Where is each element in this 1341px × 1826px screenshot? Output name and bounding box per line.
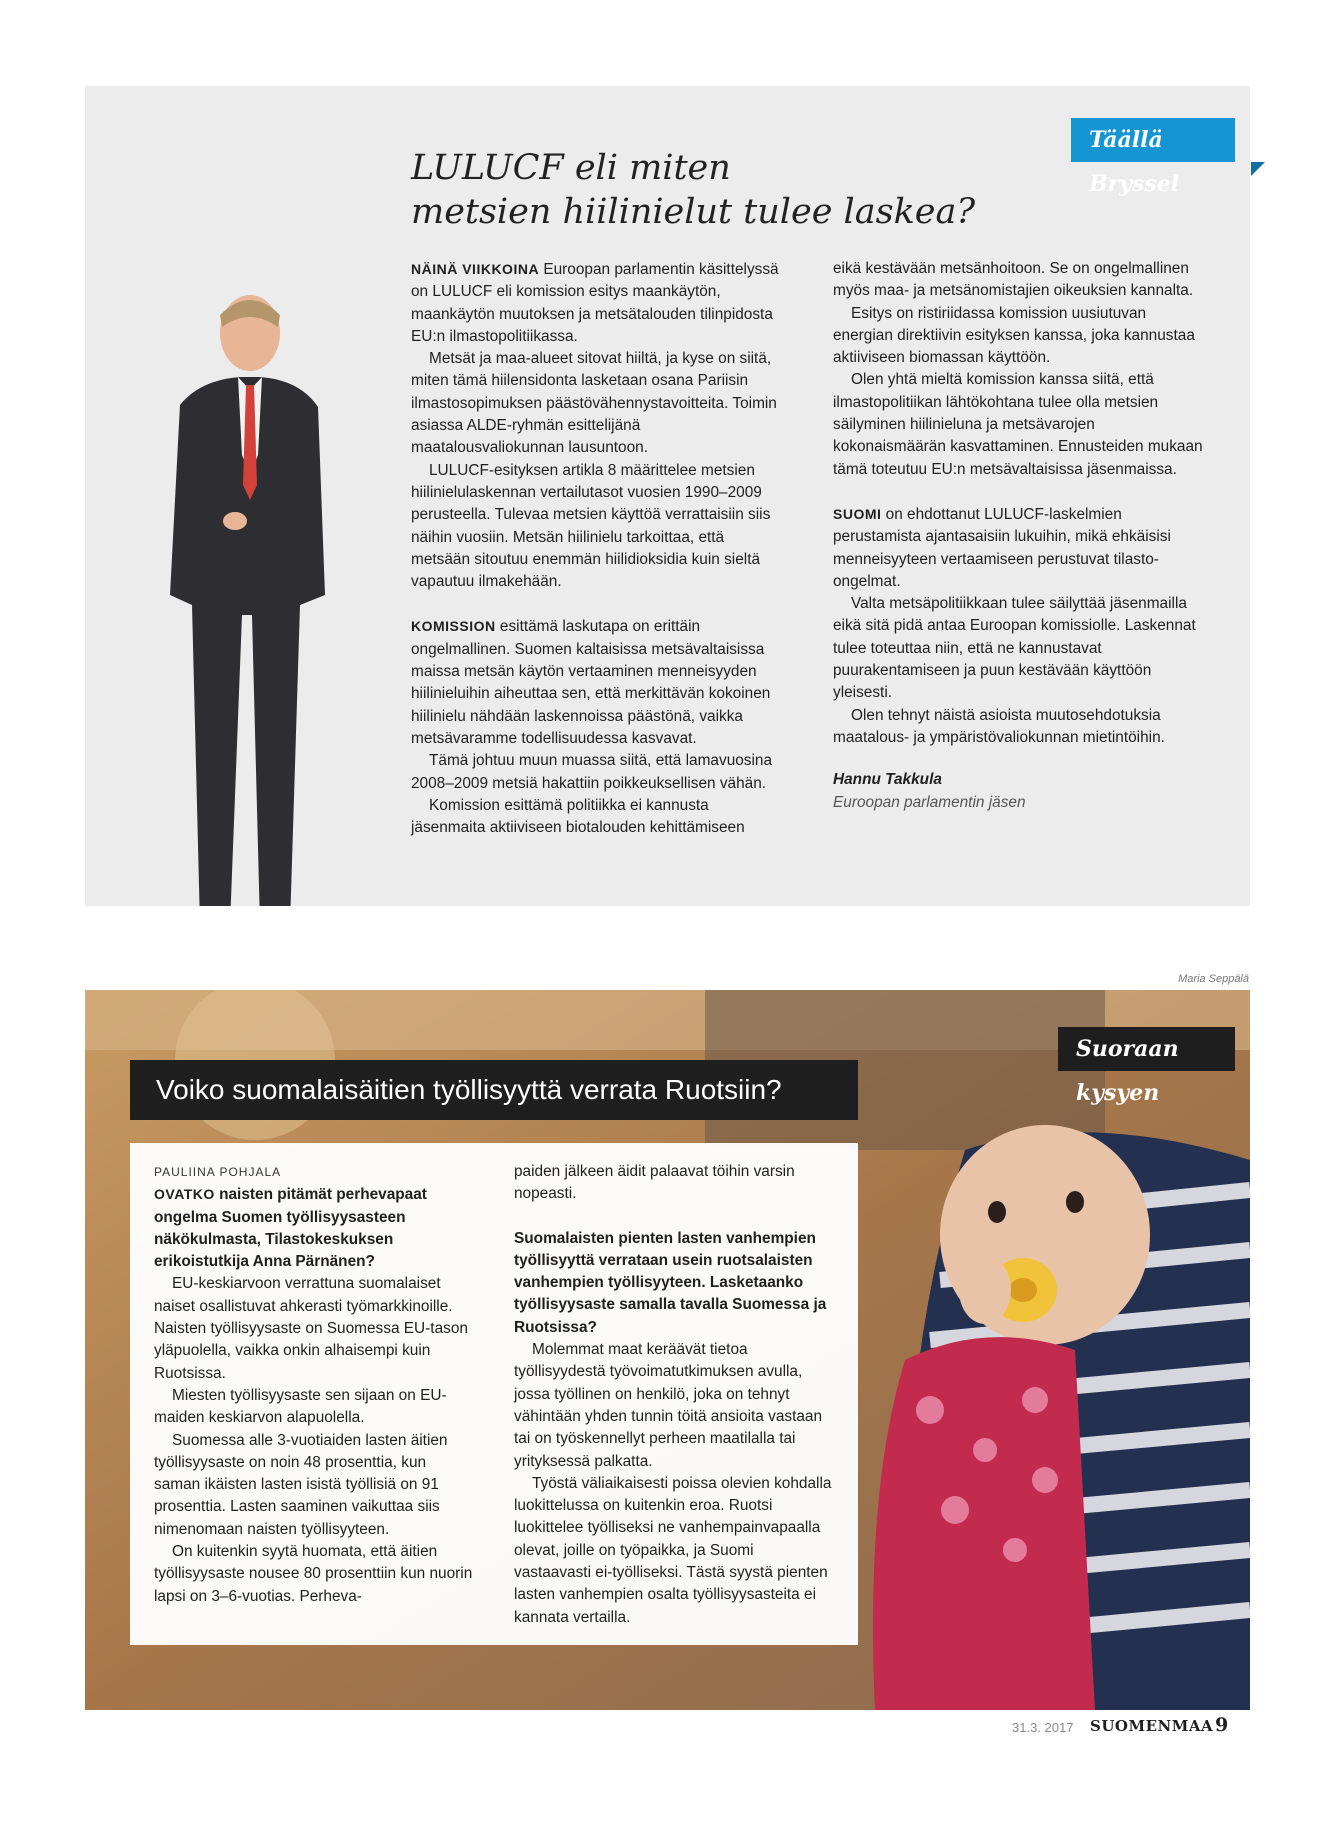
headline-line-1: LULUCF eli miten [411, 148, 731, 188]
question [154, 1183, 476, 1273]
paragraph: Esitys on ristiriidassa komission uusiutuvan energian direktiivin esityksen kanssa, joka kannustaa aktiiviseen biomassan käyttöön. [833, 304, 1195, 367]
interview-box [130, 1143, 858, 1645]
byline: PAULIINA POHJALA [154, 1165, 282, 1179]
page-number: 9 [1215, 1714, 1229, 1736]
paragraph: Työstä väliaikaisesti poissa olevien kohdalla luokittelussa on kuitenkin eroa. Ruotsi luokittelee työlliseksi ne vanhempainvapaalla olevat, joille on työpaikka, ja Suomi vastaavasti ei-työlliseksi. Tästä syystä pienten lasten vanhempien osalta työllisyysasteita ei kannata vertailla. [514, 1474, 832, 1626]
footer-date: 31.3. 2017 [1012, 1720, 1074, 1735]
paragraph: eikä kestävään metsänhoitoon. Se on ongelmallinen myös maa- ja metsänomistajien oikeuksien kannalta. [833, 260, 1194, 300]
headline-top [411, 146, 975, 234]
top-article-col-1 [411, 258, 785, 839]
section-tag-taalla-bryssel: Täällä Bryssel [1071, 118, 1235, 162]
interview-col-1 [154, 1161, 476, 1608]
photo-credit: Maria Seppälä [1178, 973, 1249, 985]
question-text: naisten pitämät perhevapaat ongelma Suomen työllisyysasteen näkökulmasta, Tilastokeskuksen erikoistutkija Anna Pärnänen? [154, 1186, 427, 1271]
headline-line-2: metsien hiilinielut tulee laskea? [411, 192, 976, 232]
top-article-col-2 [833, 258, 1207, 814]
section-tag-suoraan-kysyen: Suoraan kysyen [1058, 1027, 1235, 1071]
tag-fold-shape [1251, 162, 1265, 176]
paragraph: Komission esittämä politiikka ei kannusta jäsenmaita aktiiviseen biotalouden kehittämiseen [411, 796, 745, 837]
paragraph: LULUCF-esityksen artikla 8 määrittelee metsien hiilinielulaskennan vertailutasot vuosien 1990–2009 perusteella. Tulevaa metsien käyttöä verrattaisiin siis näihin vuosiin. Metsän hiilinielu tarkoittaa, että metsään sitoutuu enemmän hiilidioksidia kuin sieltä vapautuu ilmakehään. [411, 461, 771, 591]
signature-role: Euroopan parlamentin jäsen [833, 793, 1026, 811]
paragraph: Valta metsäpolitiikkaan tulee säilyttää jäsenmailla eikä sitä pidä antaa Euroopan komissiolle. Laskennat tulee toteuttaa niin, että ne kannustavat puurakentamiseen ja puun kestävään käyttöön yleisesti. [833, 595, 1196, 702]
lead-word: SUOMI [833, 505, 882, 522]
paragraph: EU-keskiarvoon verrattuna suomalaiset naiset osallistuvat ahkerasti työmarkkinoille. Naisten työllisyysaste on Suomessa EU-tason yläpuolella, vaikka onkin alhaisempi kuin Ruotsissa. [154, 1275, 468, 1382]
paragraph: Olen tehnyt näistä asioista muutosehdotuksia maatalous- ja ympäristövaliokunnan mietintöihin. [833, 706, 1165, 746]
paragraph-text: esittämä laskutapa on erittäin ongelmallinen. Suomen kaltaisissa metsävaltaisissa maissa metsän käytön vertaaminen menneisyyden hiilinieluihin aiheuttaa sen, että merkittävän kokoinen hiilinielu nähdään laskennoissa päästönä, vaikka metsävaramme todellisuudessa kasvavat. [411, 618, 771, 747]
paragraph [411, 258, 785, 348]
interview-col-2 [514, 1161, 832, 1629]
lead-word: KOMISSION [411, 618, 496, 635]
paragraph-text: on ehdottanut LULUCF-laskelmien perustamista ajantasaisiin lukuihin, mikä ehkäisisi menneisyyteen vertaamiseen perustuvat tilasto-ongelmat. [833, 505, 1171, 590]
paragraph: Molemmat maat keräävät tietoa työllisyydestä työvoimatutkimuksen avulla, jossa työllinen on henkilö, joka on tehnyt vähintään yhden tunnin töitä ansioita vastaan tai on työskennellyt perheen maatilalla tai yrityksessä palkatta. [514, 1341, 823, 1470]
question: Suomalaisten pienten lasten vanhempien työllisyyttä verrataan usein ruotsalaisten vanhempien työllisyyteen. Lasketaanko työllisyysaste samalla tavalla Suomessa ja Ruotsissa? [514, 1229, 827, 1336]
paragraph: Tämä johtuu muun muassa siitä, että lamavuosina 2008–2009 metsiä hakattiin poikkeuksellisen vähän. [411, 752, 773, 792]
paragraph: Olen yhtä mieltä komission kanssa siitä, että ilmastopolitiikan lähtökohtana tulee olla metsien säilyminen hiilinieluna ja metsävarojen kokonaismäärän kasvattaminen. Ennusteiden mukaan tämä toteutuu EU:n metsävaltaisissa jäsenmaissa. [833, 371, 1203, 478]
paragraph: paiden jälkeen äidit palaavat töihin varsin nopeasti. [514, 1163, 795, 1203]
headline-bottom: Voiko suomalaisäitien työllisyyttä verrata Ruotsiin? [130, 1060, 858, 1120]
paragraph: Suomessa alle 3-vuotiaiden lasten äitien työllisyysaste on noin 48 prosenttia, kun saman ikäisten lasten isistä työllisiä on 91 prosenttia. Lasten saaminen vaikuttaa siis nimenomaan naisten työllisyyteen. [154, 1431, 448, 1538]
paragraph: Miesten työllisyysaste sen sijaan on EU-maiden keskiarvon alapuolella. [154, 1386, 447, 1427]
paragraph: Metsät ja maa-alueet sitovat hiiltä, ja kyse on siitä, miten tämä hiilensidonta lasketaan osana Pariisin ilmastosopimuksen päästövähennystavoitteita. Toimin asiassa ALDE-ryhmän esittelijänä maatalousvaliokunnan lausuntoon. [411, 350, 777, 457]
paragraph [833, 503, 1207, 593]
paragraph-text: Euroopan parlamentin käsittelyssä on LULUCF eli komission esitys maankäytön, maankäytön muutoksen ja metsätalouden tilinpidosta EU:n ilmastopolitiikassa. [411, 261, 779, 345]
lead-word: NÄINÄ VIIKKOINA [411, 261, 540, 277]
paragraph: On kuitenkin syytä huomata, että äitien työllisyysaste nousee 80 prosenttiin kun nuorin lapsi on 3–6-vuotias. Perheva- [154, 1543, 473, 1605]
footer-brand: SUOMENMAA [1090, 1717, 1214, 1735]
politician-photo [160, 285, 330, 906]
signature-name: Hannu Takkula [833, 771, 942, 789]
paragraph [411, 615, 785, 750]
lead-word: OVATKO [154, 1186, 215, 1203]
